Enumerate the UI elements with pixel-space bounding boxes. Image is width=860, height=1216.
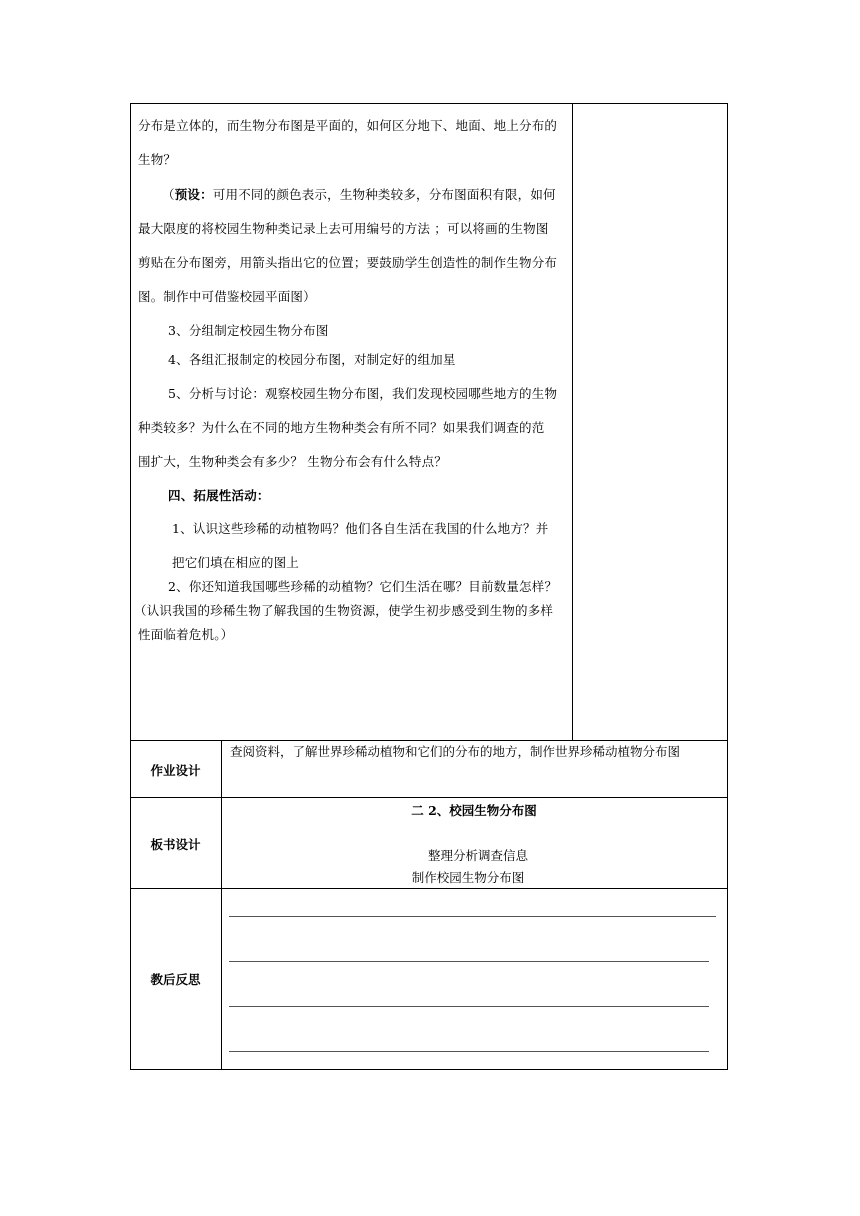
writing-line — [229, 1051, 709, 1052]
board-title: 二 2、校园生物分布图 — [411, 803, 537, 818]
writing-line — [229, 1006, 709, 1007]
board-line-2: 制作校园生物分布图 — [411, 870, 525, 885]
step-5-line: 5、分析与讨论：观察校园生物分布图，我们发现校园哪些地方的生物 — [168, 386, 558, 401]
text-line: 最大限度的将校园生物种类记录上去可用编号的方法 ；可以将画的生物图 — [138, 221, 549, 236]
label-column-divider — [221, 740, 222, 1070]
reflection-label: 教后反思 — [150, 972, 201, 987]
section-4-title-text: 四、拓展性活动： — [168, 488, 270, 503]
row-divider-reflection — [130, 888, 728, 889]
text-line: （认识我国的珍稀生物了解我国的生物资源，使学生初步感受到生物的多样 — [134, 603, 554, 618]
step-3: 3、分组制定校园生物分布图 — [168, 323, 329, 338]
text-line: 性面临着危机。） — [138, 627, 234, 642]
extension-2-line: 2、你还知道我国哪些珍稀的动植物？它们生活在哪？目前数量怎样？ — [168, 579, 558, 594]
text-line: 围扩大，生物种类会有多少？ 生物分布会有什么特点？ — [138, 454, 447, 469]
text-line: 图。制作中可借鉴校园平面图） — [138, 289, 316, 304]
board-line-1: 整理分析调查信息 — [427, 848, 528, 863]
text-line: 种类较多？为什么在不同的地方生物种类会有所不同？如果我们调查的范 — [138, 420, 545, 435]
text-line: 生物？ — [138, 152, 177, 167]
preset-open-paren: （ — [162, 187, 175, 202]
homework-content: 查阅资料，了解世界珍稀动植物和它们的分布的地方，制作世界珍稀动植物分布图 — [230, 744, 681, 759]
section-4-title — [168, 479, 598, 513]
text-line: 剪贴在分布图旁，用箭头指出它的位置；要鼓励学生创造性的制作生物分布 — [138, 255, 558, 270]
text-line: 分布是立体的，而生物分布图是平面的，如何区分地下、地面、地上分布的 — [138, 118, 558, 133]
row-divider-board — [130, 797, 728, 798]
preset-label: 预设： — [174, 187, 213, 202]
extension-1-line: 1、认识这些珍稀的动植物吗？他们各自生活在我国的什么地方？并 — [172, 521, 549, 536]
board-label: 板书设计 — [150, 837, 201, 852]
row-divider-homework — [130, 740, 728, 741]
writing-line — [229, 916, 716, 917]
preset-text: 可用不同的颜色表示，生物种类较多，分布图面积有限，如何 — [212, 187, 556, 202]
extension-1-line: 把它们填在相应的图上 — [172, 555, 300, 570]
homework-label: 作业设计 — [150, 763, 201, 778]
preset-paragraph-line — [162, 178, 592, 212]
step-4: 4、各组汇报制定的校园分布图，对制定好的组加星 — [168, 352, 456, 367]
writing-line — [229, 961, 709, 962]
